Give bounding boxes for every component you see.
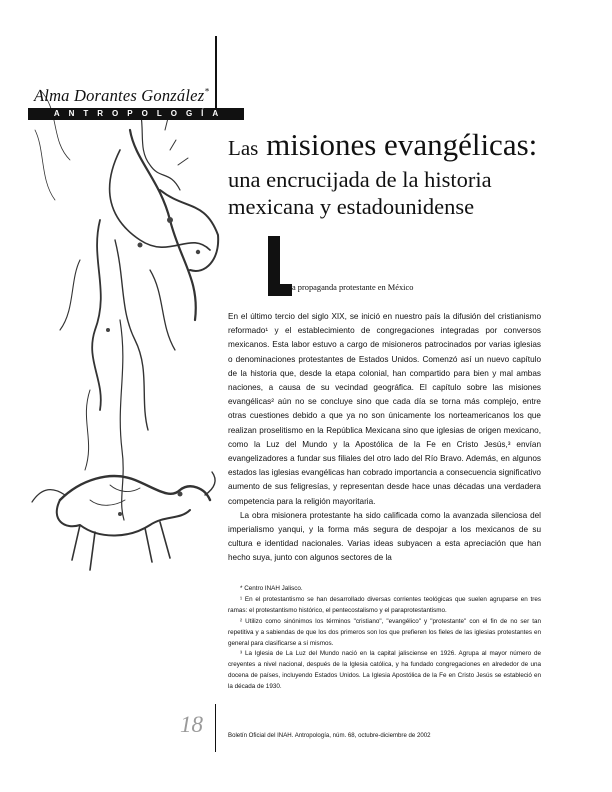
- section-banner: [28, 108, 244, 120]
- section-label: ANTROPOLOGÍA: [53, 109, 228, 118]
- journal-footer: Boletín Oficial del INAH. Antropología, núm. 68, octubre-diciembre de 2002: [228, 732, 431, 739]
- body-paragraph: En el último tercio del siglo XIX, se inició en nuestro país la difusión del cristianismo reformado¹ y el establecimiento de congregaciones integradas por conversos mexicanos. Esta labor estuvo a cargo de misioneros patrocinados por varias iglesias o denominaciones protestantes de Estados Unidos. Comenzó así un nuevo capítulo de la historia que, desde la etapa colonial, han compartido para bien y mal ambas naciones, a causa de su vecindad geográfica. El capítulo sobre las misiones evangélicas² aún no se concluye sino que cada día se torna más complejo, entre otras cuestiones debido a que ya no son únicamente los norteamericanos los que realizan proselitismo en la República Mexicana sino que iglesias de origen mexicano, como la Luz del Mundo y la Apostólica de la Fe en Cristo Jesús,³ envían evangelizadores a fundar sus filiales del otro lado del Río Bravo. Además, en algunos estados las iglesias evangélicas han cobrado importancia a consecuencia significativo aumento de sus feligresías, y representan desde hace unas décadas una verdadera competencia para la religión mayoritaria.: [228, 312, 541, 506]
- footnote: * Centro INAH Jalisco.: [240, 585, 303, 592]
- lead-sentence: a propaganda protestante en México: [292, 283, 414, 292]
- drop-cap-letter-l: [268, 236, 292, 296]
- article-subtitle: [228, 166, 492, 220]
- author-name: Alma Dorantes González*: [34, 86, 210, 105]
- page-number: 18: [180, 712, 203, 737]
- body-paragraph: La obra misionera protestante ha sido calificada como la avanzada silenciosa del imperialismo yanqui, y la forma más segura de despojar a los mexicanos de su cultura e identidad nacionales. Varias ideas subyacen a esta apreciación que han hecho suya, junto con algunos sectores de la: [228, 510, 541, 563]
- title-prefix: Las: [228, 136, 259, 160]
- vertical-rule-top: [215, 36, 217, 112]
- footnotes: [228, 584, 541, 693]
- ink-illustration: [20, 70, 220, 590]
- subtitle-line-1: una encrucijada de la historia: [228, 167, 492, 192]
- footnote: ² Utilizo como sinónimos los términos "cristiano", "evangélico" y "protestante" con el fin de no ser tan repetitiva y a sabiendas de que los dos primeros son los que prefieren los fieles de las iglesias protestantes en general para clasificarse a sí mismos.: [228, 617, 541, 647]
- vertical-rule-bottom: [215, 704, 216, 752]
- footnote: ¹ En el protestantismo se han desarrollado diversas corrientes teológicas que suelen agruparse en tres ramas: el protestantismo histórico, el pentecostalismo y el paraprotestantismo.: [228, 595, 541, 614]
- subtitle-line-2: mexicana y estadounidense: [228, 194, 475, 219]
- footnote: ³ La Iglesia de La Luz del Mundo nació en la capital jalisciense en 1926. Agrupa al mayor número de creyentes a nivel nacional, después de la Iglesia católica, y ha fundado congregaciones en alrededor de una docena de países, incluyendo Estados Unidos. La Iglesia Apostólica de la Fe en Cristo Jesús se estableció en la década de 1930.: [228, 650, 541, 691]
- article-body: [228, 310, 541, 566]
- title-main: misiones evangélicas:: [266, 127, 538, 162]
- article-title: [228, 128, 537, 165]
